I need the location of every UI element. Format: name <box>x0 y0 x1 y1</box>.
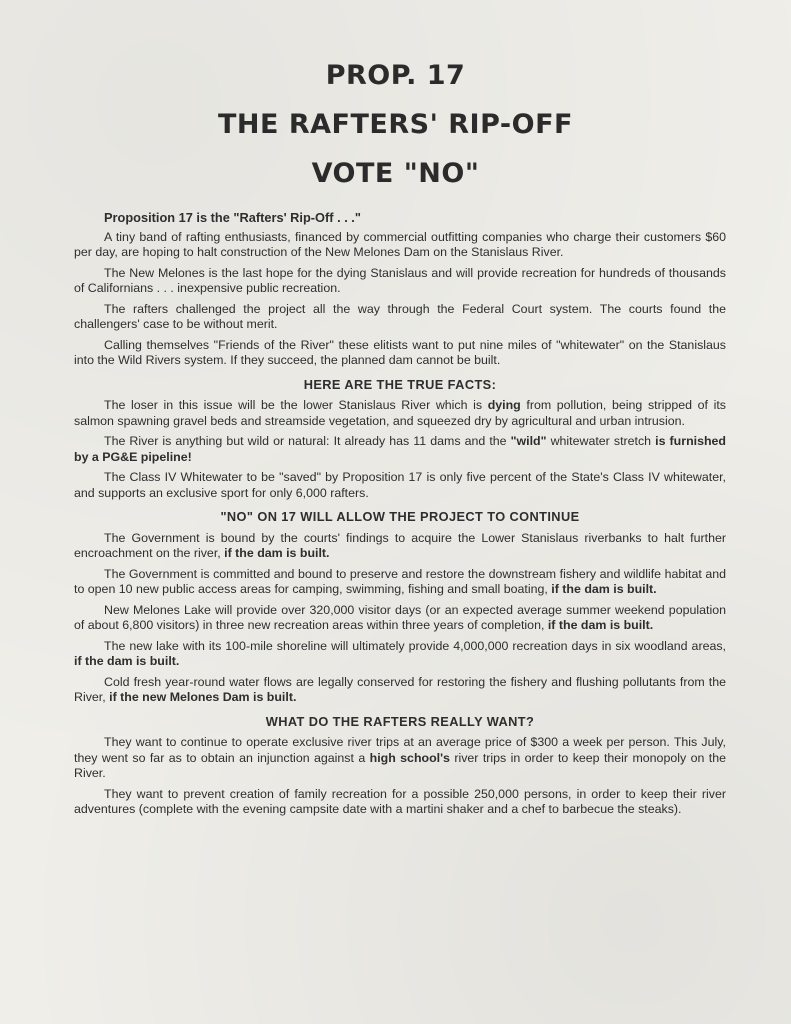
intro-lead: Proposition 17 is the "Rafters' Rip-Off . . ." <box>104 210 361 225</box>
text-run: Cold fresh year-round water flows are legally conserved for restoring the fishery and flushing pollutants from the River, <box>74 674 726 704</box>
no17-paragraph <box>74 675 726 706</box>
rafters-paragraph <box>74 735 726 782</box>
section-heading-no-on-17: "NO" ON 17 WILL ALLOW THE PROJECT TO CONTINUE <box>220 509 580 524</box>
no17-paragraph <box>74 567 726 598</box>
section-heading-rafters-want: WHAT DO THE RAFTERS REALLY WANT? <box>265 713 535 729</box>
emphasis: if the new Melones Dam is built. <box>109 690 297 704</box>
intro-paragraph: A tiny band of rafting enthusiasts, financed by commercial outfitting companies who charge their customers $60 per day, are hoping to halt construction of the New Melones Dam on the Stanislaus River. <box>74 229 726 259</box>
intro-paragraph: The New Melones is the last hope for the dying Stanislaus and will provide recreation for hundreds of thousands of Californians . . . inexpensive public recreation. <box>74 265 726 295</box>
headline-vote-no: VOTE "NO" <box>311 158 480 189</box>
text-run: from pollution, being stripped of its salmon spawning gravel beds and streamside vegetation, and squeezed dry by agricultural and urban intrusion. <box>74 398 726 428</box>
intro-paragraph: The rafters challenged the project all the way through the Federal Court system. The courts found the challengers' case to be without merit. <box>74 301 726 331</box>
no17-paragraph <box>74 531 726 562</box>
text-run: The loser in this issue will be the lower Stanislaus River which is <box>104 398 488 412</box>
text-run: The Government is bound by the courts' findings to acquire the Lower Stanislaus riverbanks to halt further encroachment on the river, <box>74 530 726 560</box>
text-run: They want to continue to operate exclusive river trips at an average price of $300 a week per person. This July, they went so far as to obtain an injunction against a <box>74 735 726 765</box>
no17-paragraph <box>74 639 726 670</box>
emphasis: high school's <box>369 750 450 765</box>
text-run: river trips in order to keep their monopoly on the River. <box>74 750 726 780</box>
facts-paragraph <box>74 398 726 429</box>
text-run: The new lake with its 100-mile shoreline will ultimately provide 4,000,000 recreation days in six woodland areas, <box>104 638 726 653</box>
emphasis: if the dam is built. <box>551 582 657 596</box>
facts-paragraph <box>74 434 726 465</box>
text-run: The Government is committed and bound to preserve and restore the downstream fishery and wildlife habitat and to open 10 new public access areas for camping, swimming, fishing and small boating, <box>74 566 726 596</box>
text-run: The River is anything but wild or natural: It already has 11 dams and the <box>104 434 511 448</box>
emphasis: if the dam is built. <box>547 618 654 632</box>
text-run: whitewater stretch <box>546 434 656 448</box>
emphasis: dying <box>487 398 521 412</box>
document-body <box>74 210 726 823</box>
rafters-paragraph: They want to prevent creation of family recreation for a possible 250,000 persons, in order to keep their river adventures (complete with the evening campsite date with a martini shaker and a chef to barbecue the steaks). <box>74 786 726 816</box>
emphasis: if the dam is built. <box>224 546 330 560</box>
emphasis: "wild" <box>510 434 547 448</box>
facts-paragraph: The Class IV Whitewater to be "saved" by Proposition 17 is only five percent of the State's Class IV whitewater, and supports an exclusive sport for only 6,000 rafters. <box>74 470 726 500</box>
headline-rafters-rip-off: THE RAFTERS' RIP-OFF <box>218 109 573 140</box>
section-heading-true-facts: HERE ARE THE TRUE FACTS: <box>303 376 497 392</box>
no17-paragraph <box>74 603 726 634</box>
text-run: New Melones Lake will provide over 320,000 visitor days (or an expected average summer weekend population of about 6,800 visitors) in three new recreation areas within three years of completion, <box>74 602 726 632</box>
intro-paragraph: Calling themselves "Friends of the River" these elitists want to put nine miles of "whitewater" on the Stanislaus into the Wild Rivers system. If they succeed, the planned dam cannot be built. <box>74 337 726 367</box>
headline-prop-17: PROP. 17 <box>325 60 466 91</box>
emphasis: is furnished by a PG&E pipeline! <box>74 434 726 464</box>
emphasis: if the dam is built. <box>74 654 180 668</box>
